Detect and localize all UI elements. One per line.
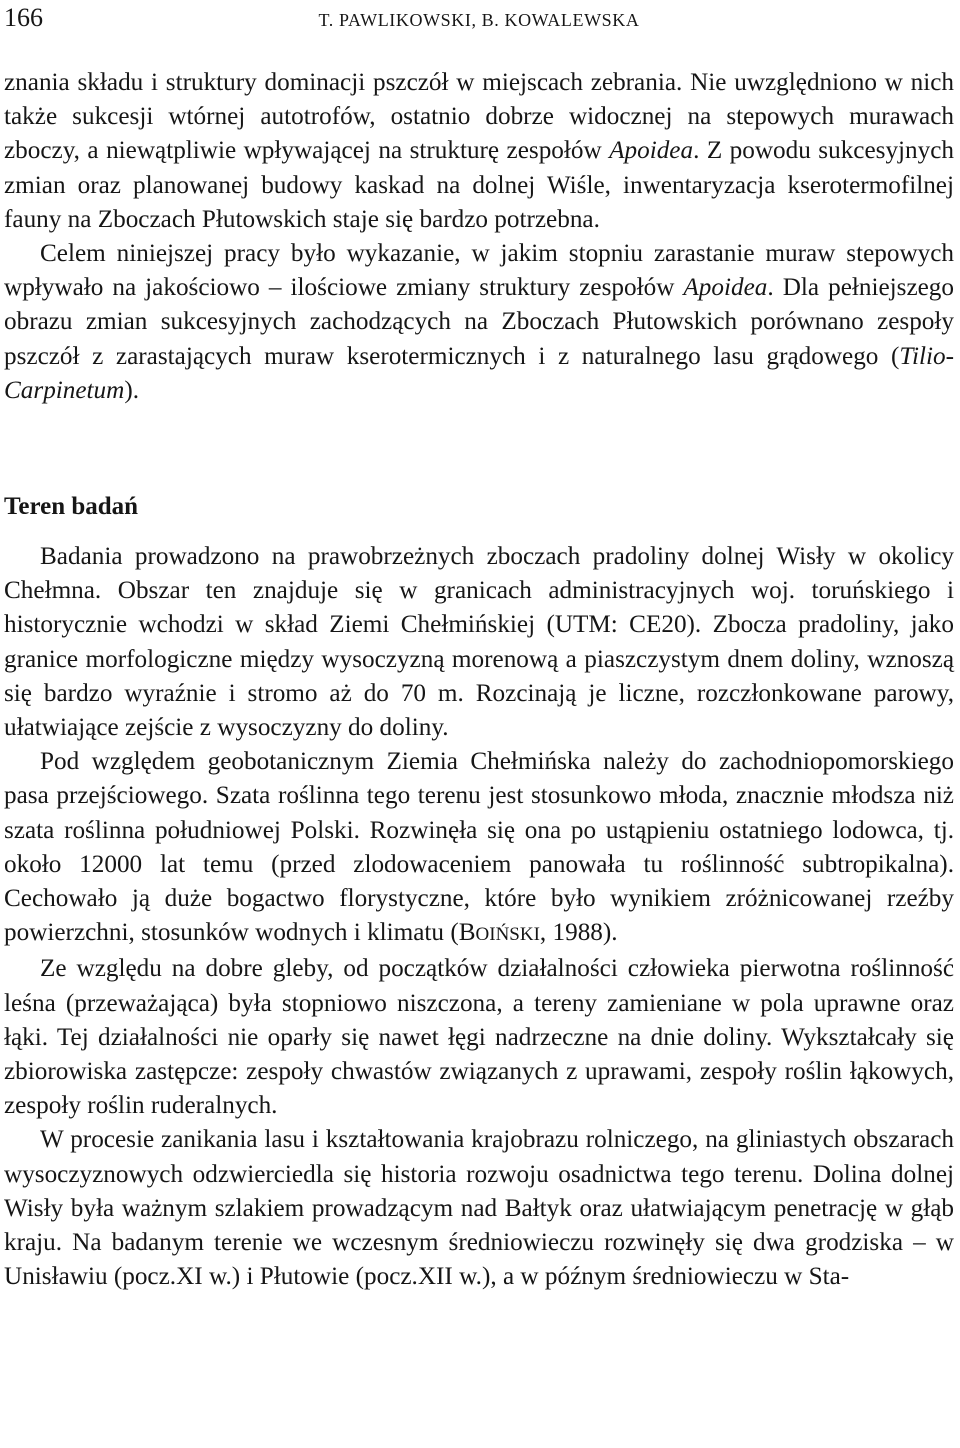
author-small-caps: OIŃSKI	[475, 924, 540, 946]
text-run: Celem niniejszej pracy było wykazanie, w jakim stopniu zarastanie muraw stepowych wpływało na jakościowo – ilościowe zmiany struktury zespołów	[4, 240, 954, 302]
section-title: Teren badań	[4, 493, 139, 520]
running-head: T. PAWLIKOWSKI, B. KOWALEWSKA	[318, 10, 640, 30]
intro-paragraph-1	[4, 66, 954, 237]
intro-paragraph-2	[4, 237, 954, 408]
taxon-name: Apoidea	[683, 274, 768, 302]
text-run: , 1988).	[539, 919, 618, 947]
text-run: . Z powodu sukcesyjnych zmian oraz planowanej budowy kaskad na dolnej Wiśle, inwentaryzacja kserotermofilnej fauny na Zboczach Płutowskich staje się bardzo potrzebna.	[4, 137, 954, 233]
syntaxon-name: Tilio-Carpinetum	[4, 342, 954, 404]
page-header	[2, 2, 956, 34]
text-run: . Dla pełniejszego obrazu zmian sukcesyjnych zachodzących na Zboczach Płutowskich porównano zespoły pszczół z zarastających muraw kserotermicznych i z naturalnego lasu grądowego (	[4, 274, 954, 370]
intro-text	[4, 66, 954, 408]
taxon-name: Apoidea	[609, 137, 694, 165]
section-paragraph-3: Ze względu na dobre gleby, od początków działalności człowieka pierwotna roślinność leśna (przeważająca) była stopniowo niszczona, a tereny zamieniane w pola uprawne oraz łąki. Tej działalności nie oparły się nawet łęgi nadrzeczne na dnie doliny. Wykształcały się zbiorowiska zastępcze: zespoły chwastów związanych z uprawami, zespoły roślin łąkowych, zespoły roślin ruderalnych.	[4, 955, 954, 1120]
section-paragraph-4: W procesie zanikania lasu i kształtowania krajobrazu rolniczego, na gliniastych obszarach wysoczyznowych odzwierciedla się historia rozwoju osadnictwa tego terenu. Dolina dolnej Wisły była ważnym szlakiem prowadzącym nad Bałtyk oraz ułatwiającym penetrację w głąb kraju. Na badanym terenie we wczesnym średniowieczu rozwinęły się dwa grodziska – w Unisławiu (pocz.XI w.) i Płutowie (pocz.XII w.), a w późnym średniowieczu w Sta-	[4, 1126, 954, 1291]
section-text	[4, 540, 954, 1294]
text-run: ).	[124, 376, 140, 404]
page-number: 166	[4, 3, 43, 32]
text-run: znania składu i struktury dominacji pszczół w miejscach zebrania. Nie uwzględniono w nich także sukcesji wtórnej autotrofów, ostatnio dobrze widocznej na stepowych murawach zboczy, a niewątpliwie wpływającej na strukturę zespołów	[4, 69, 954, 165]
section-paragraph-2	[4, 745, 954, 952]
text-run: Pod względem geobotanicznym Ziemia Chełmińska należy do zachodniopomorskiego pasa przejściowego. Szata roślinna tego terenu jest stosunkowo młoda, znacznie młodsza niż szata roślinna południowej Polski. Rozwinęła się ona po ustąpieniu ostatniego lodowca, tj. około 12000 lat temu (przed zlodowaceniem panowała tu roślinność subtropikalna). Cechowało ją duże bogactwo florystyczne, które było wynikiem zróżnicowanej rzeźby powierzchni, stosunków wodnych i klimatu (B	[4, 748, 954, 947]
section-paragraph-1: Badania prowadzono na prawobrzeżnych zboczach pradoliny dolnej Wisły w okolicy Chełmna. Obszar ten znajduje się w granicach administracyjnych woj. toruńskiego i historycznie wchodzi w skład Ziemi Chełmińskiej (UTM: CE20). Zbocza pradoliny, jako granice morfologiczne między wysoczyzną morenową a piaszczystym dnem doliny, wznoszą się bardzo wyraźnie i stromo aż do 70 m. Rozcinają je liczne, rozczłonkowane parowy, ułatwiające zejście z wysoczyzny do doliny.	[4, 543, 954, 742]
